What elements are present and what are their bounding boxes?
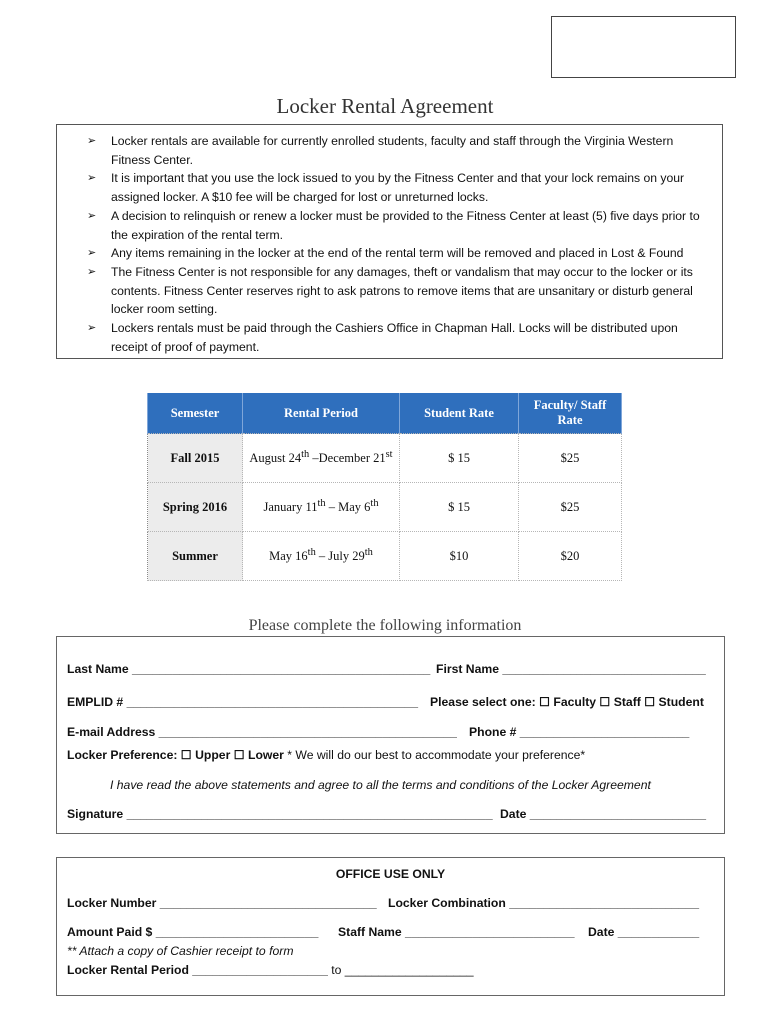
header-faculty-rate: Faculty/ Staff Rate [519, 393, 622, 434]
page-title: Locker Rental Agreement [276, 94, 494, 118]
student-rate-cell: $ 15 [400, 434, 519, 483]
rental-period-cell: August 24th –December 21st [243, 434, 400, 483]
table-row [148, 483, 622, 532]
arrow-bullet-icon: ➢ [87, 247, 97, 260]
rule-item: ➢ The Fitness Center is not responsible for any damages, theft or vandalism that may occur to the locker or its contents. Fitness Center reserves right to ask patrons to remove items that are unsanitary or disturb general locker room setting. [87, 264, 693, 317]
agreement-statement: I have read the above statements and agree to all the terms and conditions of the Locker Agreement [110, 778, 651, 792]
header-rental-period: Rental Period [243, 393, 400, 434]
header-student-rate: Student Rate [400, 393, 519, 434]
rate-table-header [148, 393, 622, 434]
semester-cell: Summer [148, 532, 243, 581]
arrow-bullet-icon: ➢ [87, 265, 97, 278]
arrow-bullet-icon: ➢ [87, 135, 97, 147]
office-use-box [56, 857, 725, 996]
rule-item: ➢ Lockers rentals must be paid through the Cashiers Office in Chapman Hall. Locks will be distributed upon receipt of proof of payment. [87, 321, 678, 354]
semester-cell: Fall 2015 [148, 434, 243, 483]
role-select[interactable]: Please select one: ☐ Faculty ☐ Staff ☐ Student [430, 695, 704, 709]
faculty-rate-cell: $25 [519, 483, 622, 532]
rental-period-end[interactable]: to ___________________ [327, 963, 474, 977]
signature-field[interactable]: Signature ______________________________________________________ [67, 807, 493, 821]
rules-box [56, 124, 723, 359]
locker-preference[interactable] [67, 748, 585, 762]
faculty-rate-cell: $25 [519, 434, 622, 483]
rule-item: ➢ It is important that you use the lock issued to you by the Fitness Center and that your lock remains on your assigned locker. A $10 fee will be charged for lost or unreturned locks. [87, 171, 685, 205]
arrow-bullet-icon: ➢ [87, 172, 97, 185]
rule-item: ➢ Any items remaining in the locker at the end of the rental term will be removed and placed in Lost & Found [87, 244, 712, 263]
semester-cell: Spring 2016 [148, 483, 243, 532]
rental-period-field[interactable] [67, 963, 474, 977]
table-row [148, 434, 622, 483]
first-name-field[interactable]: First Name ______________________________ [436, 662, 706, 676]
rental-period-cell: May 16th – July 29th [243, 532, 400, 581]
signature-date-field[interactable]: Date __________________________ [500, 807, 707, 821]
rental-period-start[interactable]: Locker Rental Period ____________________ [67, 963, 328, 977]
locker-preference-options[interactable]: Locker Preference: ☐ Upper ☐ Lower [67, 748, 284, 762]
attach-receipt-note: ** Attach a copy of Cashier receipt to form [67, 944, 294, 958]
amount-paid-field[interactable]: Amount Paid $ ________________________ [67, 925, 319, 939]
rule-item: ➢ A decision to relinquish or renew a locker must be provided to the Fitness Center at least (5) five days prior to the expiration of the rental term. [87, 208, 700, 242]
locker-number-field[interactable]: Locker Number ________________________________ [67, 896, 377, 910]
office-use-title: OFFICE USE ONLY [335, 867, 446, 881]
rate-table [147, 393, 622, 581]
arrow-bullet-icon: ➢ [87, 322, 97, 335]
rental-period-cell: January 11th – May 6th [243, 483, 400, 532]
table-row [148, 532, 622, 581]
faculty-rate-cell: $20 [519, 532, 622, 581]
last-name-field[interactable]: Last Name ____________________________________________ [67, 662, 431, 676]
office-stamp-box [551, 16, 736, 78]
student-rate-cell: $10 [400, 532, 519, 581]
phone-field[interactable]: Phone # _________________________ [469, 725, 690, 739]
header-semester: Semester [148, 393, 243, 434]
locker-combination-field[interactable]: Locker Combination ____________________________ [388, 896, 699, 910]
student-rate-cell: $ 15 [400, 483, 519, 532]
arrow-bullet-icon: ➢ [87, 209, 97, 222]
rule-item: ➢ Locker rentals are available for currently enrolled students, faculty and staff through the Virginia Western Fitness Center. [87, 134, 674, 167]
office-date-field[interactable]: Date ____________ [588, 925, 700, 939]
staff-name-field[interactable]: Staff Name _________________________ [338, 925, 575, 939]
info-form [56, 636, 725, 834]
info-section-title: Please complete the following information [248, 617, 522, 634]
emplid-field[interactable]: EMPLID # ___________________________________________ [67, 695, 419, 709]
rules-list [57, 125, 722, 356]
email-field[interactable]: E-mail Address ____________________________________________ [67, 725, 457, 739]
locker-preference-note: * We will do our best to accommodate your preference* [283, 748, 586, 762]
